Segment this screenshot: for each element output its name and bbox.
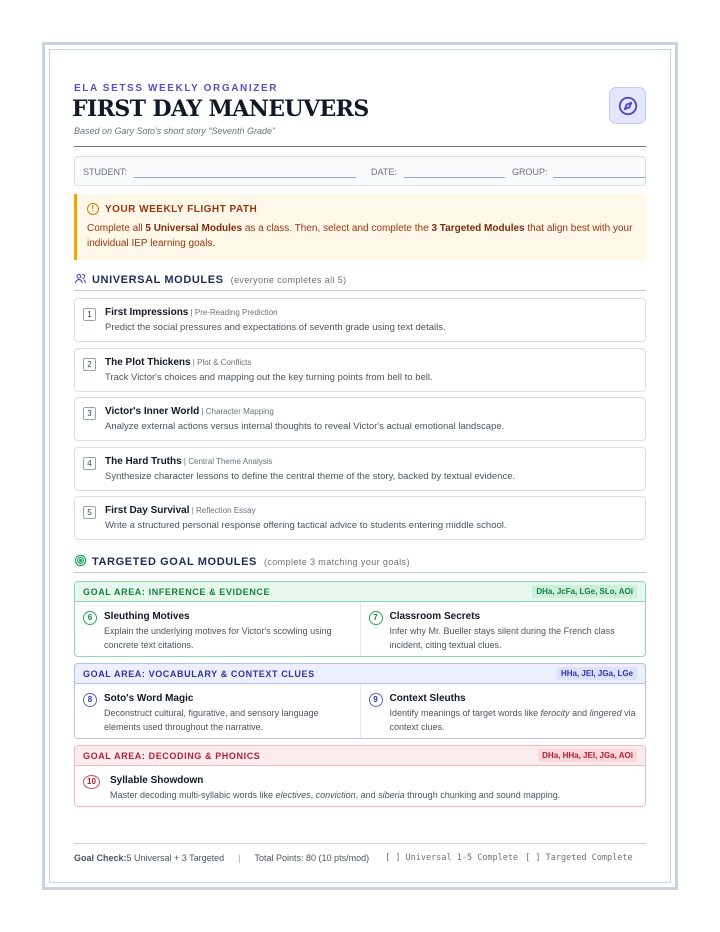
targeted-module-10[interactable] <box>75 766 645 806</box>
module-description: Predict the social pressures and expectations of seventh grade using text details. <box>105 322 446 333</box>
module-number[interactable]: 8 <box>83 693 97 707</box>
module-tag: Plot & Conflicts <box>197 358 252 367</box>
universal-module-4[interactable] <box>74 447 646 491</box>
universal-module-5[interactable] <box>74 496 646 540</box>
universal-module-2[interactable] <box>74 348 646 392</box>
goal-area-inference <box>74 581 646 657</box>
universal-module-1[interactable] <box>74 298 646 342</box>
worksheet-page <box>42 42 678 890</box>
vocab-word-ferocity: ferocity <box>540 708 570 718</box>
goal-area-label: GOAL AREA: VOCABULARY & CONTEXT CLUES <box>83 668 315 679</box>
module-number[interactable]: 6 <box>83 611 97 625</box>
module-separator: | <box>181 457 189 466</box>
module-title: Classroom Secrets <box>389 611 481 622</box>
vocab-word-lingered: lingered <box>589 708 622 718</box>
goal-area-tags: DHa, HHa, JEI, JGa, AOi <box>538 749 637 762</box>
targeted-module-8[interactable] <box>75 684 360 738</box>
targeted-section-heading <box>74 554 646 570</box>
flight-bold-universal: 5 Universal Modules <box>145 223 243 234</box>
module-title: Syllable Showdown <box>110 775 204 786</box>
module-number[interactable]: 5 <box>83 506 96 519</box>
student-name-line[interactable] <box>134 177 356 178</box>
student-info-bar <box>74 156 646 186</box>
universal-subheading: (everyone completes all 5) <box>230 275 347 285</box>
module-description: Infer why Mr. Bueller stays silent during the French class incident, citing textual clues. <box>389 626 615 650</box>
targeted-subheading: (complete 3 matching your goals) <box>263 557 410 567</box>
group-label: GROUP: <box>512 167 548 177</box>
flight-path-heading-row <box>87 203 636 215</box>
module-title: Soto's Word Magic <box>104 693 194 704</box>
module-number[interactable]: 7 <box>369 611 383 625</box>
goal-area-header <box>75 582 645 602</box>
goal-area-tags: DHa, JcFa, LGe, SLo, AOi <box>532 585 637 598</box>
goal-area-header <box>75 664 645 684</box>
module-description: Track Victor's choices and mapping out the key turning points from bell to bell. <box>105 372 433 383</box>
universal-module-3[interactable] <box>74 397 646 441</box>
desc-part: and <box>569 708 590 718</box>
compass-icon <box>609 87 646 124</box>
module-title: The Plot Thickens <box>105 357 191 368</box>
student-label: STUDENT: <box>83 167 128 177</box>
module-description: Analyze external actions versus internal thoughts to reveal Victor's actual emotional landscape. <box>105 421 505 432</box>
targeted-module-9[interactable] <box>360 684 646 738</box>
flight-path-text <box>87 221 636 251</box>
module-description <box>390 706 638 734</box>
module-title: First Impressions <box>105 307 189 318</box>
alert-circle-icon: ! <box>87 203 99 215</box>
targeted-module-6[interactable] <box>75 602 360 656</box>
universal-divider <box>74 290 646 291</box>
footer <box>74 853 646 863</box>
module-description: Deconstruct cultural, figurative, and sensory language elements used throughout the narrative. <box>104 708 319 732</box>
module-title: Sleuthing Motives <box>104 611 190 622</box>
goal-check-value: 5 Universal + 3 Targeted <box>126 853 225 863</box>
word-siberia: siberia <box>378 790 405 800</box>
module-title: Context Sleuths <box>389 693 466 704</box>
desc-part: , and <box>355 790 379 800</box>
flight-path-heading: YOUR WEEKLY FLIGHT PATH <box>105 203 258 215</box>
module-separator: | <box>189 506 197 515</box>
targeted-module-7[interactable] <box>360 602 646 656</box>
module-number[interactable]: 1 <box>83 308 96 321</box>
goal-area-tags: HHa, JEI, JGa, LGe <box>557 667 637 680</box>
flight-text-3: that align best with your individual IEP learning goals. <box>87 223 633 249</box>
flight-bold-targeted: 3 Targeted Modules <box>431 223 525 234</box>
target-icon <box>74 554 87 570</box>
footer-separator: | <box>238 853 241 863</box>
module-title: The Hard Truths <box>105 456 182 467</box>
desc-part: , <box>310 790 316 800</box>
page-title: FIRST DAY MANEUVERS <box>72 96 369 122</box>
users-icon <box>74 272 87 288</box>
module-number[interactable]: 9 <box>369 693 383 707</box>
module-description: Synthesize character lessons to define the central theme of the story, backed by textual evidence. <box>105 471 516 482</box>
universal-heading: UNIVERSAL MODULES <box>92 274 224 286</box>
module-description <box>110 788 637 802</box>
universal-complete-checkbox[interactable]: [ ] Universal 1-5 Complete <box>385 853 519 863</box>
flight-text-1: Complete all <box>87 223 146 234</box>
organizer-kicker: ELA SETSS WEEKLY ORGANIZER <box>74 83 279 94</box>
total-points: Total Points: 80 (10 pts/mod) <box>254 853 370 863</box>
date-label: DATE: <box>371 167 397 177</box>
flight-text-2: as a class. Then, select and complete the <box>242 223 432 234</box>
goal-check-label: Goal Check: <box>74 853 127 863</box>
targeted-heading: TARGETED GOAL MODULES <box>92 556 257 568</box>
goal-area-label: GOAL AREA: DECODING & PHONICS <box>83 750 261 761</box>
group-line[interactable] <box>553 177 646 178</box>
module-tag: Character Mapping <box>205 407 274 416</box>
goal-area-label: GOAL AREA: INFERENCE & EVIDENCE <box>83 586 271 597</box>
module-description: Write a structured personal response offering tactical advice to students entering middle school. <box>105 520 507 531</box>
targeted-divider <box>74 572 646 573</box>
module-number[interactable]: 10 <box>83 775 100 789</box>
goal-area-vocabulary <box>74 663 646 739</box>
module-description: Explain the underlying motives for Victor's scowling using concrete text citations. <box>104 626 332 650</box>
header-divider <box>74 146 646 147</box>
desc-part: Master decoding multi-syllabic words like <box>110 790 276 800</box>
word-conviction: conviction <box>315 790 356 800</box>
goal-area-decoding <box>74 745 646 807</box>
module-tag: Central Theme Analysis <box>188 457 273 466</box>
module-title: First Day Survival <box>105 505 190 516</box>
date-line[interactable] <box>404 177 505 178</box>
module-tag: Reflection Essay <box>196 506 256 515</box>
desc-part: via context clues. <box>389 708 636 732</box>
module-number[interactable]: 2 <box>83 358 96 371</box>
worksheet-inner-border <box>49 49 671 883</box>
desc-part: through chunking and sound mapping. <box>404 790 561 800</box>
footer-divider <box>74 843 646 844</box>
desc-part: Identify meanings of target words like <box>389 708 541 718</box>
module-tag: Pre-Reading Prediction <box>194 308 278 317</box>
flight-path-callout <box>74 194 646 260</box>
page-subtitle: Based on Gary Soto's short story "Seventh Grade" <box>74 126 276 136</box>
module-separator: | <box>190 358 198 367</box>
module-number[interactable]: 4 <box>83 457 96 470</box>
word-electives: electives <box>275 790 311 800</box>
module-separator: | <box>199 407 206 416</box>
targeted-complete-checkbox[interactable]: [ ] Targeted Complete <box>525 853 633 863</box>
module-number[interactable]: 3 <box>83 407 96 420</box>
universal-section-heading <box>74 272 646 288</box>
goal-area-header <box>75 746 645 766</box>
module-title: Victor's Inner World <box>105 406 200 417</box>
module-separator: | <box>188 308 195 317</box>
